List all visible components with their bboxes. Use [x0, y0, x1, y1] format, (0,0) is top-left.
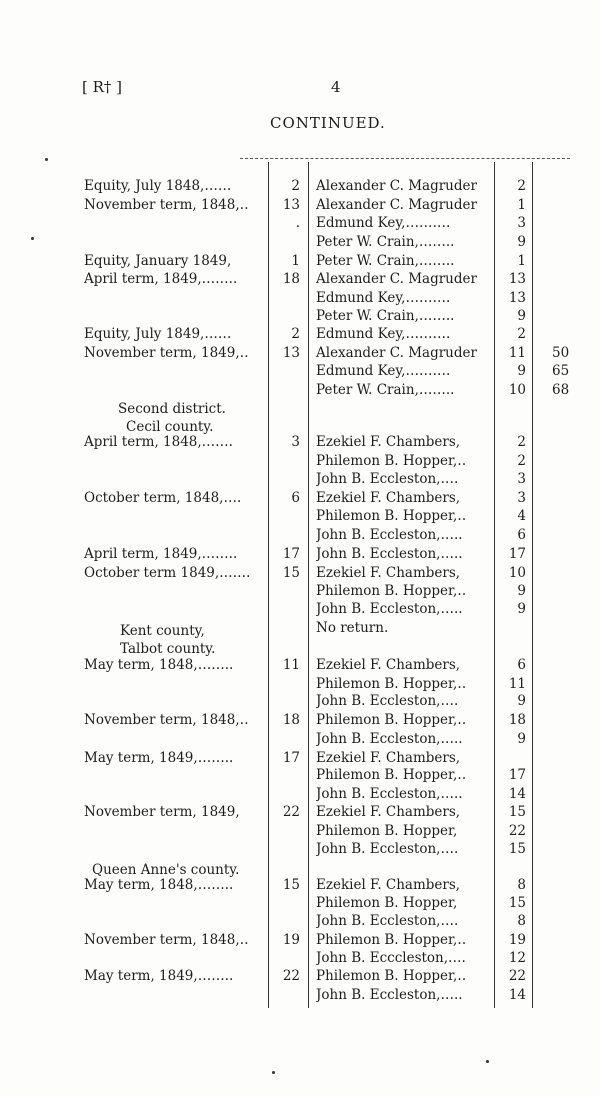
count-cell: 14 [508, 786, 526, 802]
total-cell: 6 [291, 490, 300, 506]
extra-cell: 68 [552, 382, 570, 398]
term-cell: November term, 1849,‥ [84, 345, 249, 361]
table-row [0, 987, 600, 1005]
judge-cell: Edmund Key,………. [316, 290, 451, 306]
count-cell: 12 [508, 950, 526, 966]
judge-cell: Philemon B. Hopper,‥ [316, 583, 467, 599]
subheading: Talbot county. [120, 641, 216, 657]
table-row [0, 308, 600, 326]
table-row [0, 434, 600, 452]
table-row [0, 895, 600, 913]
judge-cell: Ezekiel F. Chambers, [316, 657, 461, 673]
count-cell: 11 [508, 676, 526, 692]
term-cell: November term, 1848,‥ [84, 712, 249, 728]
term-cell: October term, 1848,…. [84, 490, 242, 506]
total-cell: 18 [282, 271, 300, 287]
table-row [0, 750, 600, 768]
table-row [0, 326, 600, 344]
judge-cell: John B. Eccleston,…. [316, 693, 459, 709]
total-cell: 18 [282, 712, 300, 728]
subheading: Kent county, [120, 623, 205, 639]
count-cell: 13 [508, 271, 526, 287]
table-row [0, 345, 600, 363]
count-cell: 15 [508, 804, 526, 820]
count-cell: 9 [517, 731, 526, 747]
table-row [0, 178, 600, 196]
table-row [0, 950, 600, 968]
judge-cell: John B. Eccleston,….. [316, 601, 463, 617]
table-row [0, 693, 600, 711]
judge-cell: Peter W. Crain,…….. [316, 253, 455, 269]
count-cell: 11 [508, 345, 526, 361]
table-row [0, 583, 600, 601]
count-cell: 8 [517, 877, 526, 893]
table-row [0, 913, 600, 931]
judge-cell: John B. Eccleston,….. [316, 731, 463, 747]
count-cell: 3 [517, 471, 526, 487]
table-row [0, 527, 600, 545]
judge-cell: Philemon B. Hopper, [316, 895, 458, 911]
total-cell: 2 [291, 326, 300, 342]
table-row [0, 234, 600, 252]
subheading: Cecil county. [126, 419, 214, 435]
count-cell: 9 [517, 601, 526, 617]
table-row [0, 968, 600, 986]
subheading: Second district. [118, 401, 226, 417]
table-row [0, 471, 600, 489]
count-cell: 9 [517, 363, 526, 379]
judge-cell: Ezekiel F. Chambers, [316, 434, 461, 450]
judge-cell: Peter W. Crain,…….. [316, 234, 455, 250]
total-cell: 11 [282, 657, 300, 673]
table-row [0, 786, 600, 804]
table-row [0, 676, 600, 694]
term-cell: Equity, July 1848,…… [84, 178, 232, 194]
judge-cell: Peter W. Crain,…….. [316, 382, 455, 398]
term-cell: November term, 1849, [84, 804, 240, 820]
table-row [0, 508, 600, 526]
table-row [0, 932, 600, 950]
judge-cell: Philemon B. Hopper,‥ [316, 968, 467, 984]
count-cell: 4 [517, 508, 526, 524]
table-row [0, 620, 600, 638]
table-row [0, 601, 600, 619]
count-cell: 2 [517, 434, 526, 450]
table-row [0, 363, 600, 381]
count-cell: 1 [517, 253, 526, 269]
total-cell: 3 [291, 434, 300, 450]
judge-cell: Alexander C. Magruder [316, 178, 477, 194]
judge-cell: Philemon B. Hopper,‥ [316, 712, 467, 728]
judge-cell: Alexander C. Magruder [316, 345, 477, 361]
speck [272, 1071, 275, 1074]
table-row [0, 253, 600, 271]
judge-cell: Edmund Key,………. [316, 215, 451, 231]
term-cell: November term, 1848,‥ [84, 932, 249, 948]
subheading: Queen Anne's county. [92, 862, 240, 878]
page-number: 4 [331, 78, 341, 96]
judge-cell: Philemon B. Hopper,‥ [316, 508, 467, 524]
term-cell: November term, 1848,‥ [84, 197, 249, 213]
count-cell: 1 [517, 197, 526, 213]
count-cell: 3 [517, 215, 526, 231]
count-cell: 8 [517, 913, 526, 929]
count-cell: 10 [508, 565, 526, 581]
total-cell: 17 [282, 546, 300, 562]
count-cell: 13 [508, 290, 526, 306]
table-row [0, 546, 600, 564]
total-cell: 13 [282, 345, 300, 361]
judge-cell: Alexander C. Magruder [316, 197, 477, 213]
table-row [0, 197, 600, 215]
judge-cell: Peter W. Crain,…….. [316, 308, 455, 324]
judge-cell: Edmund Key,………. [316, 363, 451, 379]
table-row [0, 215, 600, 233]
page-title: CONTINUED. [270, 114, 386, 132]
count-cell: 15 [508, 895, 526, 911]
table-row [0, 271, 600, 289]
table-row [0, 767, 600, 785]
total-cell: 13 [282, 197, 300, 213]
judge-cell: No return. [316, 620, 389, 636]
table-top-rule [240, 158, 570, 159]
term-cell: October term 1849,……. [84, 565, 251, 581]
judge-cell: John B. Eccleston,….. [316, 527, 463, 543]
judge-cell: Ezekiel F. Chambers, [316, 804, 461, 820]
term-cell: May term, 1849,…….. [84, 750, 234, 766]
table-row [0, 453, 600, 471]
count-cell: 17 [508, 546, 526, 562]
term-cell: May term, 1848,…….. [84, 657, 234, 673]
judge-cell: John B. Eccleston,….. [316, 546, 463, 562]
extra-cell: 65 [552, 363, 570, 379]
count-cell: 2 [517, 453, 526, 469]
count-cell: 2 [517, 326, 526, 342]
table-row [0, 712, 600, 730]
table-row [0, 382, 600, 400]
total-cell: 1 [291, 253, 300, 269]
judge-cell: Ezekiel F. Chambers, [316, 750, 461, 766]
judge-cell: Edmund Key,………. [316, 326, 451, 342]
speck [31, 237, 34, 240]
count-cell: 6 [517, 527, 526, 543]
term-cell: May term, 1848,…….. [84, 877, 234, 893]
count-cell: 22 [508, 968, 526, 984]
count-cell: 10 [508, 382, 526, 398]
total-cell: 2 [291, 178, 300, 194]
term-cell: April term, 1848,……. [84, 434, 233, 450]
total-cell: 15 [282, 565, 300, 581]
judge-cell: John B. Ecccleston,…. [316, 950, 466, 966]
count-cell: 17 [508, 767, 526, 783]
count-cell: 14 [508, 987, 526, 1003]
judge-cell: Ezekiel F. Chambers, [316, 490, 461, 506]
term-cell: April term, 1849,…….. [84, 271, 238, 287]
speck [45, 158, 48, 161]
total-cell: 17 [282, 750, 300, 766]
judge-cell: John B. Eccleston,…. [316, 841, 459, 857]
judge-cell: John B. Eccleston,….. [316, 786, 463, 802]
table-row [0, 877, 600, 895]
judge-cell: Philemon B. Hopper,‥ [316, 453, 467, 469]
term-cell: April term, 1849,…….. [84, 546, 238, 562]
judge-cell: Philemon B. Hopper,‥ [316, 932, 467, 948]
count-cell: 9 [517, 583, 526, 599]
count-cell: 19 [508, 932, 526, 948]
count-cell: 15 [508, 841, 526, 857]
table-row [0, 290, 600, 308]
count-cell: 6 [517, 657, 526, 673]
page-mark: [ R† ] [82, 78, 123, 96]
extra-cell: 50 [552, 345, 570, 361]
judge-cell: John B. Eccleston,…. [316, 913, 459, 929]
total-cell: 19 [282, 932, 300, 948]
table-row [0, 731, 600, 749]
count-cell: 18 [508, 712, 526, 728]
judge-cell: John B. Eccleston,…. [316, 471, 459, 487]
count-cell: 9 [517, 308, 526, 324]
table-row [0, 823, 600, 841]
count-cell: 22 [508, 823, 526, 839]
table-row [0, 490, 600, 508]
judge-cell: Philemon B. Hopper,‥ [316, 767, 467, 783]
table-row [0, 657, 600, 675]
total-cell: 15 [282, 877, 300, 893]
speck [486, 1060, 489, 1063]
term-cell: Equity, July 1849,…… [84, 326, 232, 342]
table-row [0, 565, 600, 583]
count-cell: 9 [517, 234, 526, 250]
judge-cell: Ezekiel F. Chambers, [316, 565, 461, 581]
term-cell: Equity, January 1849, [84, 253, 232, 269]
judge-cell: Alexander C. Magruder [316, 271, 477, 287]
judge-cell: Philemon B. Hopper,‥ [316, 676, 467, 692]
judge-cell: Philemon B. Hopper, [316, 823, 458, 839]
count-cell: 2 [517, 178, 526, 194]
total-cell: . [295, 215, 300, 231]
count-cell: 3 [517, 490, 526, 506]
total-cell: 22 [282, 968, 300, 984]
term-cell: May term, 1849,…….. [84, 968, 234, 984]
judge-cell: Ezekiel F. Chambers, [316, 877, 461, 893]
table-row [0, 804, 600, 822]
count-cell: 9 [517, 693, 526, 709]
judge-cell: John B. Eccleston,….. [316, 987, 463, 1003]
total-cell: 22 [282, 804, 300, 820]
table-row [0, 841, 600, 859]
